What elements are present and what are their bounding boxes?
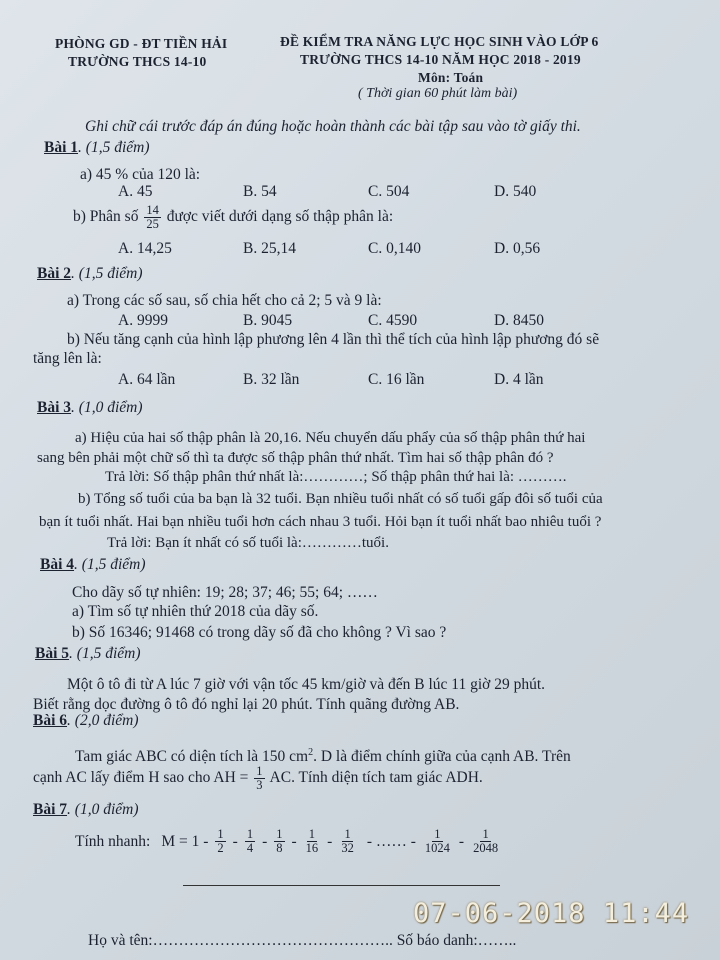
bai7-expression (75, 828, 502, 855)
bai4-a: a) Tìm số tự nhiên thứ 2018 của dãy số. (72, 603, 319, 620)
fraction-denominator: 2048 (473, 841, 499, 855)
bai2-b-line1: b) Nếu tăng cạnh của hình lập phương lên 4 lần thì thể tích của hình lập phương đó sẽ (67, 331, 600, 348)
bai2-heading (37, 265, 142, 283)
bai6-fraction (254, 765, 264, 792)
bai1-points: . (1,5 điểm) (78, 139, 150, 156)
bai1-b-opt-c: C. 0,140 (368, 240, 421, 257)
fraction-denominator: 16 (305, 841, 319, 855)
bai7-frac-1 (215, 828, 225, 855)
bai7-ellipsis: - …… - (366, 832, 416, 850)
fraction-numerator: 1 (308, 827, 316, 841)
minus-sign: - (458, 832, 465, 850)
bai1-a-opt-b: B. 54 (243, 183, 277, 200)
photo-timestamp: 07-06-2018 11:44 (413, 898, 690, 929)
fraction-denominator: 3 (256, 778, 263, 792)
bai2-b-opt-b: B. 32 lần (243, 371, 300, 388)
fraction-numerator: 1 (276, 827, 283, 841)
bai7-frac-3 (274, 828, 284, 855)
bai1-b-fraction (144, 204, 161, 231)
bai2-points: . (1,5 điểm) (71, 265, 143, 282)
bai2-a-opt-b: B. 9045 (243, 312, 293, 329)
bai2-a-opt-c: C. 4590 (368, 312, 418, 329)
bai5-points: . (1,5 điểm) (69, 645, 141, 662)
fraction-numerator: 1 (344, 827, 351, 841)
bai1-b (73, 204, 393, 231)
bai7-title: Bài 7 (33, 801, 68, 818)
bai2-a-opt-a: A. 9999 (118, 312, 168, 329)
minus-sign: - (291, 832, 297, 850)
bai6-title: Bài 6 (33, 712, 68, 729)
bai2-b-opt-d: D. 4 lần (494, 371, 544, 388)
bai5-line2: Biết rằng dọc đường ô tô đó nghỉ lại 20 phút. Tính quãng đường AB. (33, 696, 460, 713)
candidate-info: Họ và tên:……………………………………….. Số báo danh:…….. (88, 932, 517, 949)
bai7-frac-5 (339, 828, 356, 855)
bai6-line2-post: AC. Tính diện tích tam giác ADH. (269, 769, 483, 787)
bai1-a-opt-c: C. 504 (368, 183, 410, 200)
bai7-expr-pre: M = 1 - (161, 832, 209, 850)
fraction-denominator: 2 (217, 841, 224, 855)
bai2-b-line2: tăng lên là: (33, 350, 102, 367)
bai6-heading (33, 712, 138, 730)
bai3-b-line2: bạn ít tuổi nhất. Hai bạn nhiều tuổi hơn cách nhau 3 tuổi. Hỏi bạn ít tuổi nhất bao nhiêu tuổi ? (39, 514, 602, 530)
bai5-heading (35, 645, 140, 663)
department-name: PHÒNG GD - ĐT TIỀN HẢI (55, 36, 228, 51)
school-name-left: TRƯỜNG THCS 14-10 (68, 54, 207, 69)
bai7-heading (33, 801, 138, 819)
bai4-sequence: Cho dãy số tự nhiên: 19; 28; 37; 46; 55; 64; …… (72, 584, 378, 601)
fraction-denominator: 4 (246, 841, 254, 855)
bai3-heading (37, 399, 142, 417)
bai3-title: Bài 3 (37, 399, 72, 416)
instruction: Ghi chữ cái trước đáp án đúng hoặc hoàn thành các bài tập sau vào tờ giấy thi. (85, 118, 581, 135)
bai7-points: . (1,0 điểm) (67, 801, 139, 818)
bai1-b-pre: b) Phân số (73, 208, 139, 226)
fraction-numerator: 1 (434, 827, 441, 841)
time-limit: ( Thời gian 60 phút làm bài) (358, 86, 518, 101)
bai2-b-opt-c: C. 16 lần (368, 371, 425, 388)
bai6-sup: 2 (308, 747, 314, 758)
bai1-a-opt-a: A. 45 (118, 183, 153, 200)
bai2-title: Bài 2 (37, 265, 72, 282)
fraction-denominator: 32 (341, 841, 354, 855)
bai7-frac-2 (245, 828, 255, 855)
bai7-frac-6 (423, 828, 452, 855)
bai5-title: Bài 5 (35, 645, 70, 662)
fraction-numerator: 1 (246, 827, 254, 841)
bai3-points: . (1,0 điểm) (71, 399, 143, 416)
bai3-a-line2: sang bên phải một chữ số thì ta được số thập phân thứ nhất. Tìm hai số thập phân đó ? (37, 450, 554, 466)
fraction-numerator: 1 (482, 827, 489, 841)
fraction-denominator: 1024 (424, 841, 450, 855)
bai7-frac-4 (304, 828, 321, 855)
bai4-points: . (1,5 điểm) (74, 556, 146, 573)
fraction-numerator: 14 (146, 203, 159, 217)
bai1-a: a) 45 % của 120 là: (80, 166, 201, 183)
bai3-b-line1: b) Tổng số tuổi của ba bạn là 32 tuổi. Bạn nhiều tuổi nhất có số tuổi gấp đôi số tuổi của (78, 491, 603, 507)
bai3-a-line1: a) Hiệu của hai số thập phân là 20,16. Nếu chuyển dấu phẩy của số thập phân thứ hai (75, 430, 586, 446)
bai4-heading (40, 556, 145, 574)
bai2-b-opt-a: A. 64 lần (118, 371, 176, 388)
bai6-points: . (2,0 điểm) (67, 712, 139, 729)
fraction-numerator: 1 (256, 764, 263, 778)
divider-line (183, 885, 500, 886)
bai6-line2-pre: cạnh AC lấy điểm H sao cho AH = (33, 769, 249, 787)
subject: Môn: Toán (418, 70, 484, 85)
bai3-a-answer: Trả lời: Số thập phân thứ nhất là:…………; Số thập phân thứ hai là: ………. (105, 469, 567, 485)
fraction-denominator: 8 (276, 841, 283, 855)
bai1-a-opt-d: D. 540 (494, 183, 537, 200)
bai7-label: Tính nhanh: (75, 832, 151, 850)
fraction-denominator: 25 (146, 217, 159, 231)
bai6-line1-pre: Tam giác ABC có diện tích là 150 cm (75, 748, 309, 766)
bai1-title: Bài 1 (44, 139, 79, 156)
minus-sign: - (262, 832, 268, 850)
bai2-a: a) Trong các số sau, số chia hết cho cả 2; 5 và 9 là: (67, 292, 382, 309)
exam-title: ĐỀ KIỂM TRA NĂNG LỰC HỌC SINH VÀO LỚP 6 (280, 34, 599, 49)
bai1-b-post: được viết dưới dạng số thập phân là: (166, 208, 394, 226)
bai1-b-opt-b: B. 25,14 (243, 240, 296, 257)
fraction-numerator: 1 (217, 827, 224, 841)
minus-sign: - (232, 832, 238, 850)
school-year: TRƯỜNG THCS 14-10 NĂM HỌC 2018 - 2019 (300, 52, 581, 67)
bai1-b-opt-a: A. 14,25 (118, 240, 172, 257)
minus-sign: - (327, 832, 333, 850)
bai6-line2 (33, 765, 483, 792)
bai4-b: b) Số 16346; 91468 có trong dãy số đã cho không ? Vì sao ? (72, 624, 447, 641)
bai7-frac-7 (471, 828, 500, 855)
bai6-line1-post: . D là điểm chính giữa của cạnh AB. Trên (313, 748, 571, 766)
bai5-line1: Một ô tô đi từ A lúc 7 giờ với vận tốc 45 km/giờ và đến B lúc 11 giờ 29 phút. (67, 676, 546, 693)
bai6-line1 (75, 747, 571, 766)
bai1-heading (44, 139, 149, 157)
bai2-a-opt-d: D. 8450 (494, 312, 544, 329)
bai4-title: Bài 4 (40, 556, 75, 573)
bai3-b-answer: Trả lời: Bạn ít nhất có số tuổi là:…………tuổi. (107, 535, 389, 551)
bai1-b-opt-d: D. 0,56 (494, 240, 541, 257)
